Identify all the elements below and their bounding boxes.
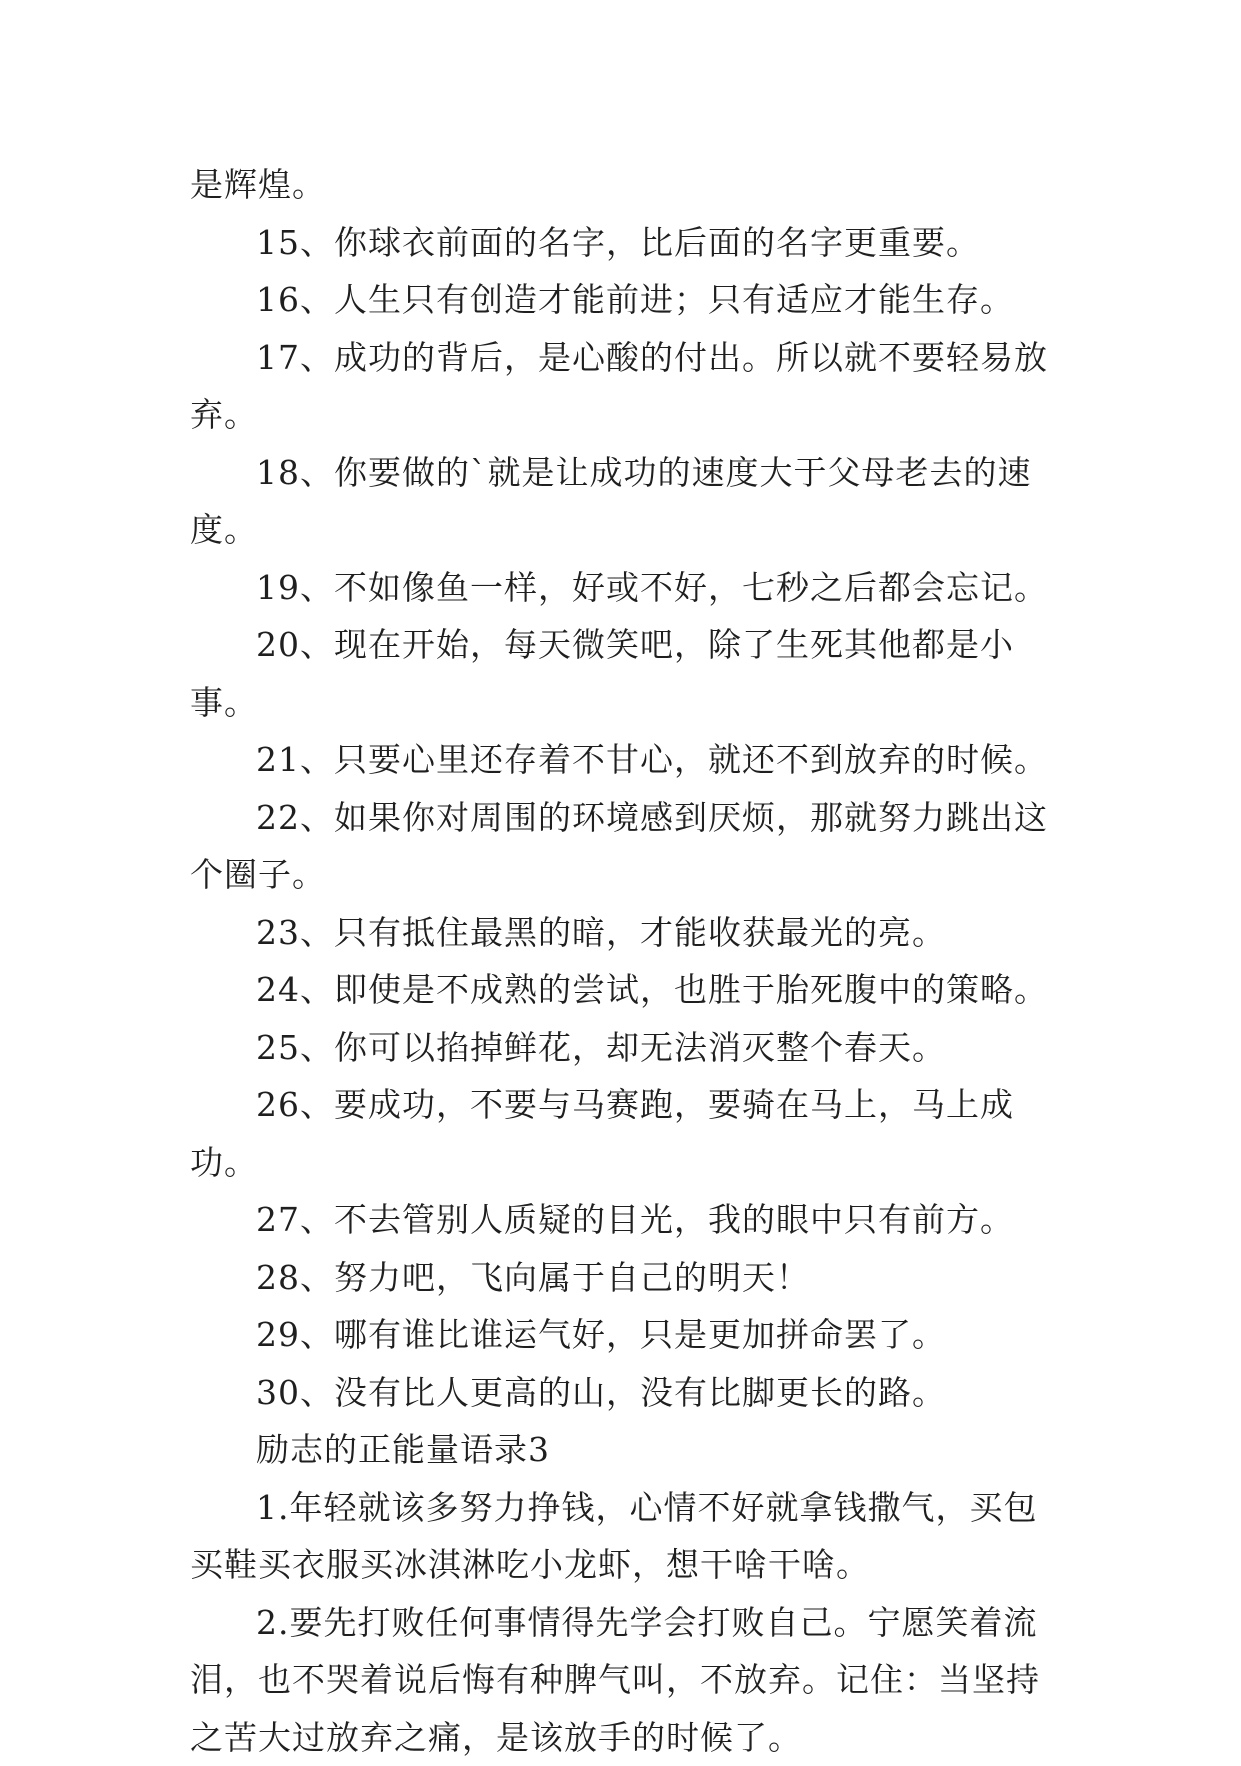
paragraph: 27、不去管别人质疑的目光，我的眼中只有前方。 xyxy=(190,1191,1070,1249)
paragraph: 24、即使是不成熟的尝试，也胜于胎死腹中的策略。 xyxy=(190,961,1070,1019)
paragraph: 21、只要心里还存着不甘心，就还不到放弃的时候。 xyxy=(190,731,1070,789)
paragraph: 20、现在开始，每天微笑吧，除了生死其他都是小事。 xyxy=(190,616,1070,731)
paragraph: 23、只有抵住最黑的暗，才能收获最光的亮。 xyxy=(190,904,1070,962)
paragraph: 26、要成功，不要与马赛跑，要骑在马上，马上成功。 xyxy=(190,1076,1070,1191)
paragraph: 16、人生只有创造才能前进；只有适应才能生存。 xyxy=(190,271,1070,329)
paragraph: 28、努力吧，飞向属于自己的明天！ xyxy=(190,1249,1070,1307)
paragraph: 17、成功的背后，是心酸的付出。所以就不要轻易放弃。 xyxy=(190,329,1070,444)
paragraph: 18、你要做的`就是让成功的速度大于父母老去的速度。 xyxy=(190,444,1070,559)
paragraph: 19、不如像鱼一样，好或不好，七秒之后都会忘记。 xyxy=(190,559,1070,617)
paragraph: 是辉煌。 xyxy=(190,156,1070,214)
paragraph: 15、你球衣前面的名字，比后面的名字更重要。 xyxy=(190,214,1070,272)
document-body xyxy=(190,156,1070,1766)
paragraph: 25、你可以掐掉鲜花，却无法消灭整个春天。 xyxy=(190,1019,1070,1077)
paragraph: 30、没有比人更高的山，没有比脚更长的路。 xyxy=(190,1364,1070,1422)
paragraph: 22、如果你对周围的环境感到厌烦，那就努力跳出这个圈子。 xyxy=(190,789,1070,904)
paragraph: 1.年轻就该多努力挣钱，心情不好就拿钱撒气，买包买鞋买衣服买冰淇淋吃小龙虾，想干啥干啥。 xyxy=(190,1479,1070,1594)
section-heading: 励志的正能量语录3 xyxy=(190,1421,1070,1479)
paragraph: 29、哪有谁比谁运气好，只是更加拼命罢了。 xyxy=(190,1306,1070,1364)
paragraph: 2.要先打败任何事情得先学会打败自己。宁愿笑着流泪，也不哭着说后悔有种脾气叫，不放弃。记住：当坚持之苦大过放弃之痛，是该放手的时候了。 xyxy=(190,1594,1070,1766)
